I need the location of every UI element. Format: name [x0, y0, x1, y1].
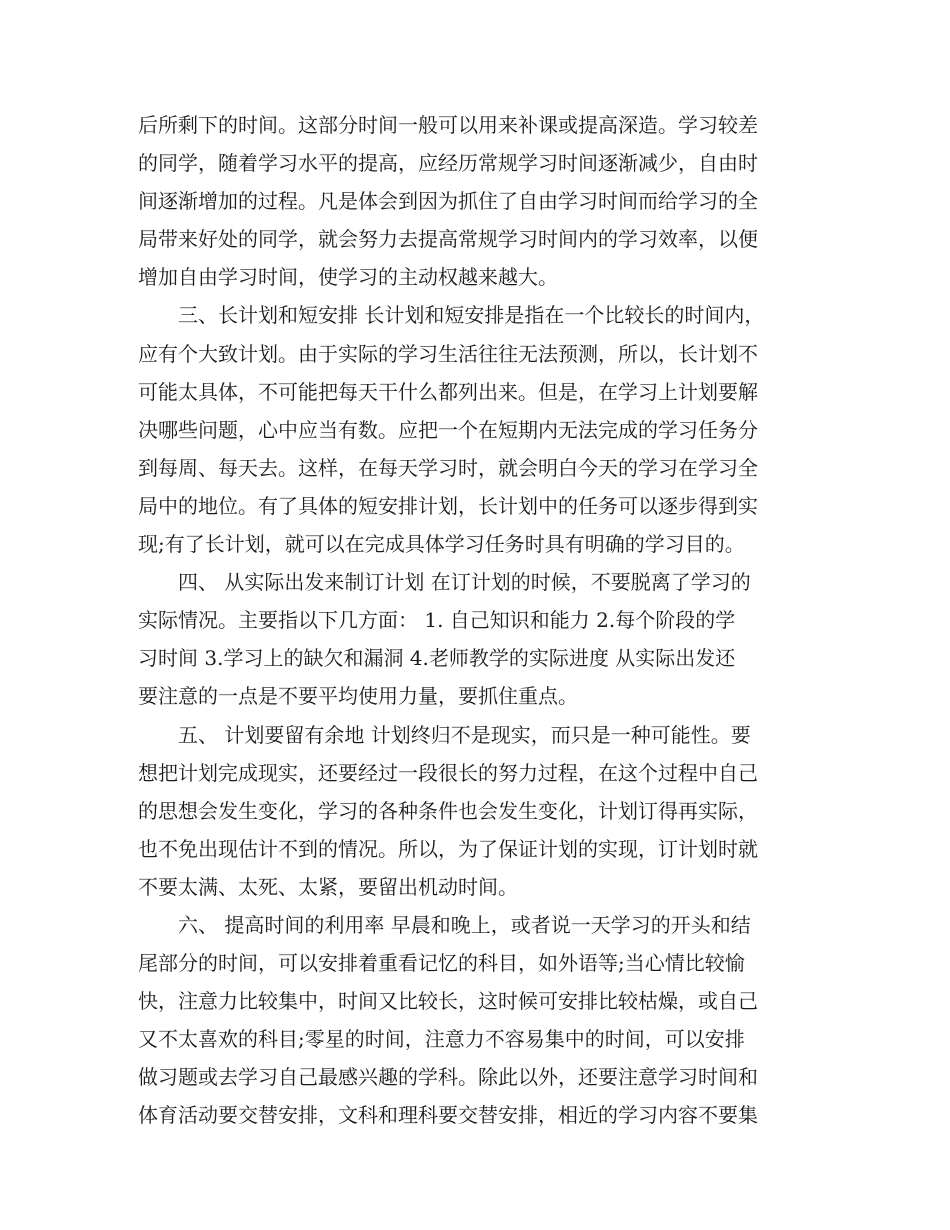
text-line: 习时间 3.学习上的缺欠和漏洞 4.老师教学的实际进度 从实际出发还	[138, 646, 736, 671]
text-line: 的同学，随着学习水平的提高，应经历常规学习时间逐渐减少，自由时	[138, 151, 758, 176]
text-line: 实际情况。主要指以下几方面： 1. 自己知识和能力 2.每个阶段的学	[138, 608, 736, 633]
text-line: 尾部分的时间，可以安排着重看记忆的科目，如外语等;当心情比较愉	[138, 951, 745, 976]
text-line: 四、 从实际出发来制订计划 在订计划的时候，不要脱离了学习的	[138, 570, 751, 595]
body-text	[138, 106, 828, 1135]
text-line: 又不太喜欢的科目;零星的时间，注意力不容易集中的时间，可以安排	[138, 1027, 745, 1052]
text-line: 快，注意力比较集中，时间又比较长，这时候可安排比较枯燥，或自己	[138, 989, 758, 1014]
text-line: 间逐渐增加的过程。凡是体会到因为抓住了自由学习时间而给学习的全	[138, 189, 758, 214]
text-line: 做习题或去学习自己最感兴趣的学科。除此以外，还要注意学习时间和	[138, 1065, 758, 1090]
text-line: 局带来好处的同学，就会努力去提高常规学习时间内的学习效率，以便	[138, 227, 758, 252]
text-line: 体育活动要交替安排，文科和理科要交替安排，相近的学习内容不要集	[138, 1103, 758, 1128]
text-line: 五、 计划要留有余地 计划终归不是现实，而只是一种可能性。要	[138, 722, 751, 747]
text-line: 后所剩下的时间。这部分时间一般可以用来补课或提高深造。学习较差	[138, 113, 758, 137]
text-line: 现;有了长计划，就可以在完成具体学习任务时具有明确的学习目的。	[138, 532, 745, 557]
text-line: 的思想会发生变化，学习的各种条件也会发生变化，计划订得再实际，	[138, 798, 758, 823]
text-line: 六、 提高时间的利用率 早晨和晚上，或者说一天学习的开头和结	[138, 912, 751, 937]
text-line: 到每周、每天去。这样，在每天学习时，就会明白今天的学习在学习全	[138, 455, 758, 480]
text-line: 也不免出现估计不到的情况。所以，为了保证计划的实现，订计划时就	[138, 836, 758, 861]
text-line: 局中的地位。有了具体的短安排计划，长计划中的任务可以逐步得到实	[138, 493, 758, 518]
text-line: 要注意的一点是不要平均使用力量，要抓住重点。	[138, 684, 578, 709]
text-line: 可能太具体，不可能把每天干什么都列出来。但是，在学习上计划要解	[138, 379, 758, 404]
text-line: 不要太满、太死、太紧，要留出机动时间。	[138, 874, 518, 899]
text-line: 决哪些问题，心中应当有数。应把一个在短期内无法完成的学习任务分	[138, 417, 758, 442]
text-line: 增加自由学习时间，使学习的主动权越来越大。	[138, 265, 558, 290]
text-line: 想把计划完成现实，还要经过一段很长的努力过程，在这个过程中自己	[138, 760, 758, 785]
text-line: 应有个大致计划。由于实际的学习生活往往无法预测，所以，长计划不	[138, 341, 758, 366]
text-line: 三、长计划和短安排 长计划和短安排是指在一个比较长的时间内，	[138, 303, 765, 328]
